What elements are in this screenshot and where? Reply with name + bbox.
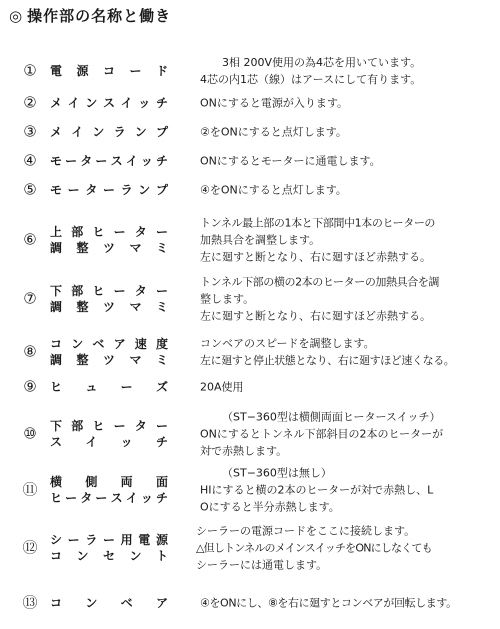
item-label [50, 532, 168, 564]
item-description-line: （ST−360型は横側両面ヒータースイッチ） [222, 410, 441, 424]
item-description-line: △但しトンネルのメインスイッチをONにしなくても [196, 541, 432, 555]
item-description-line: Oにすると半分赤熱します。 [200, 500, 340, 514]
item-number: ④ [23, 151, 37, 170]
item-label [50, 418, 168, 450]
item-number: ② [23, 93, 37, 112]
item-description [200, 215, 498, 266]
list-item [0, 408, 500, 460]
item-description-line: 左に廻すと断となり、右に廻すほど赤熱する。 [200, 250, 431, 264]
item-description-line: 整します。 [200, 292, 255, 306]
item-label-line: 調 整 ツ マ ミ [50, 241, 168, 255]
list-item [0, 214, 500, 266]
item-description-line: 3相 200V使用の為4芯を用いています。 [222, 56, 422, 69]
item-description-line: ④をONにすると点灯します。 [200, 183, 347, 197]
list-item [0, 273, 500, 325]
item-description-line: 4芯の内1芯（線）はアースにして有ります。 [200, 73, 422, 86]
item-label-line: モ ー タ ー ラ ン プ [50, 183, 168, 197]
item-description-line: 左に廻すと停止状態となり、右に廻すほど速くなる。 [200, 354, 455, 367]
item-description-line: ONにすると電源が入ります。 [200, 96, 349, 110]
item-label-line: 調 整 ツ マ ミ [50, 300, 168, 314]
item-label [50, 182, 168, 198]
item-number: ⑩ [23, 424, 37, 443]
list-item [0, 361, 500, 413]
item-label [50, 379, 168, 395]
item-description-line: ②をONにすると点灯します。 [200, 125, 347, 139]
item-description [200, 379, 498, 396]
list-item [0, 577, 500, 629]
item-label-line: 上 部 ヒ ー タ ー [50, 225, 168, 239]
item-description-line: コンベアのスピードを調整します。 [200, 337, 375, 350]
item-label-line: コ ン セ ン ト [50, 549, 168, 563]
item-description [196, 523, 500, 574]
item-description-line: トンネル最上部の1本と下部間中1本のヒーターの [200, 216, 436, 230]
item-label [50, 595, 168, 611]
item-label-line: 電 源 コ ー ド [50, 64, 168, 78]
item-description-line: ONにするとトンネル下部斜目の2本のヒーターが [200, 427, 444, 441]
item-number: ⑪ [22, 480, 38, 499]
item-number: ⑦ [23, 289, 37, 308]
item-number: ⑥ [23, 230, 37, 249]
item-number: ① [23, 61, 37, 80]
list-item [0, 522, 500, 574]
item-description [200, 182, 498, 199]
item-description-line: 20A使用 [200, 380, 244, 394]
item-description-line: （ST−360型は無し） [222, 466, 332, 480]
item-number: ⑧ [23, 342, 37, 361]
page-title [9, 5, 171, 26]
item-label-line: ヒ ー タ ー ス イ ッ チ [50, 491, 168, 505]
item-description-line: シーラーには通電します。 [196, 558, 328, 572]
item-label [50, 224, 168, 256]
item-description-line: 左に廻すと断となり、右に廻すほど赤熱する。 [200, 309, 431, 323]
item-description-line: 加熱具合を調整します。 [200, 233, 321, 247]
item-label-line: ヒ ュ ー ズ [50, 380, 168, 394]
item-label-line: 下 部 ヒ ー タ ー [50, 284, 168, 298]
item-number: ⑤ [23, 180, 37, 199]
item-number: ⑨ [23, 377, 37, 396]
item-label-line: 調 整 ツ マ ミ [50, 353, 168, 367]
item-label [50, 283, 168, 315]
item-description-line: 対で赤熱します。 [200, 444, 288, 458]
item-description [200, 595, 498, 612]
item-description [200, 409, 498, 460]
page-title-text: 操作部の名称と働き [27, 7, 172, 25]
item-number: ⑫ [22, 538, 38, 557]
item-description-line: シーラーの電源コードをここに接続します。 [196, 524, 416, 538]
item-label-line: コ ン ベ ア [50, 596, 168, 610]
item-label-line: 横 側 両 面 [50, 475, 168, 489]
double-circle-icon: ◎ [9, 7, 24, 25]
item-label-line: メ イ ン ス イ ッ チ [50, 96, 168, 110]
item-description [200, 274, 498, 325]
item-label-line: ス イ ッ チ [50, 435, 168, 449]
item-label-line: モ ー タ ー ス イ ッ チ [50, 154, 168, 168]
item-description-line: ONにするとモーターに通電します。 [200, 154, 381, 168]
list-item [0, 164, 500, 216]
item-number: ③ [23, 122, 37, 141]
item-description [200, 465, 498, 516]
item-label [50, 474, 168, 506]
item-label-line: コ ン ベ ア 速 度 [50, 337, 168, 351]
item-label-line: メ イ ン ラ ン プ [50, 125, 168, 139]
item-label-line: 下 部 ヒ ー タ ー [50, 419, 168, 433]
item-description-line: トンネル下部の横の2本のヒーターの加熱具合を調 [200, 275, 440, 289]
list-item [0, 464, 500, 516]
item-label-line: シ ー ラ ー 用 電 源 [50, 533, 168, 547]
item-description-line: HIにすると横の2本のヒーターが対で赤熱し、L [200, 483, 434, 497]
item-number: ⑬ [22, 593, 38, 612]
item-description-line: ④をONにし、⑧を右に廻すとコンベアが回転します。 [200, 596, 457, 610]
